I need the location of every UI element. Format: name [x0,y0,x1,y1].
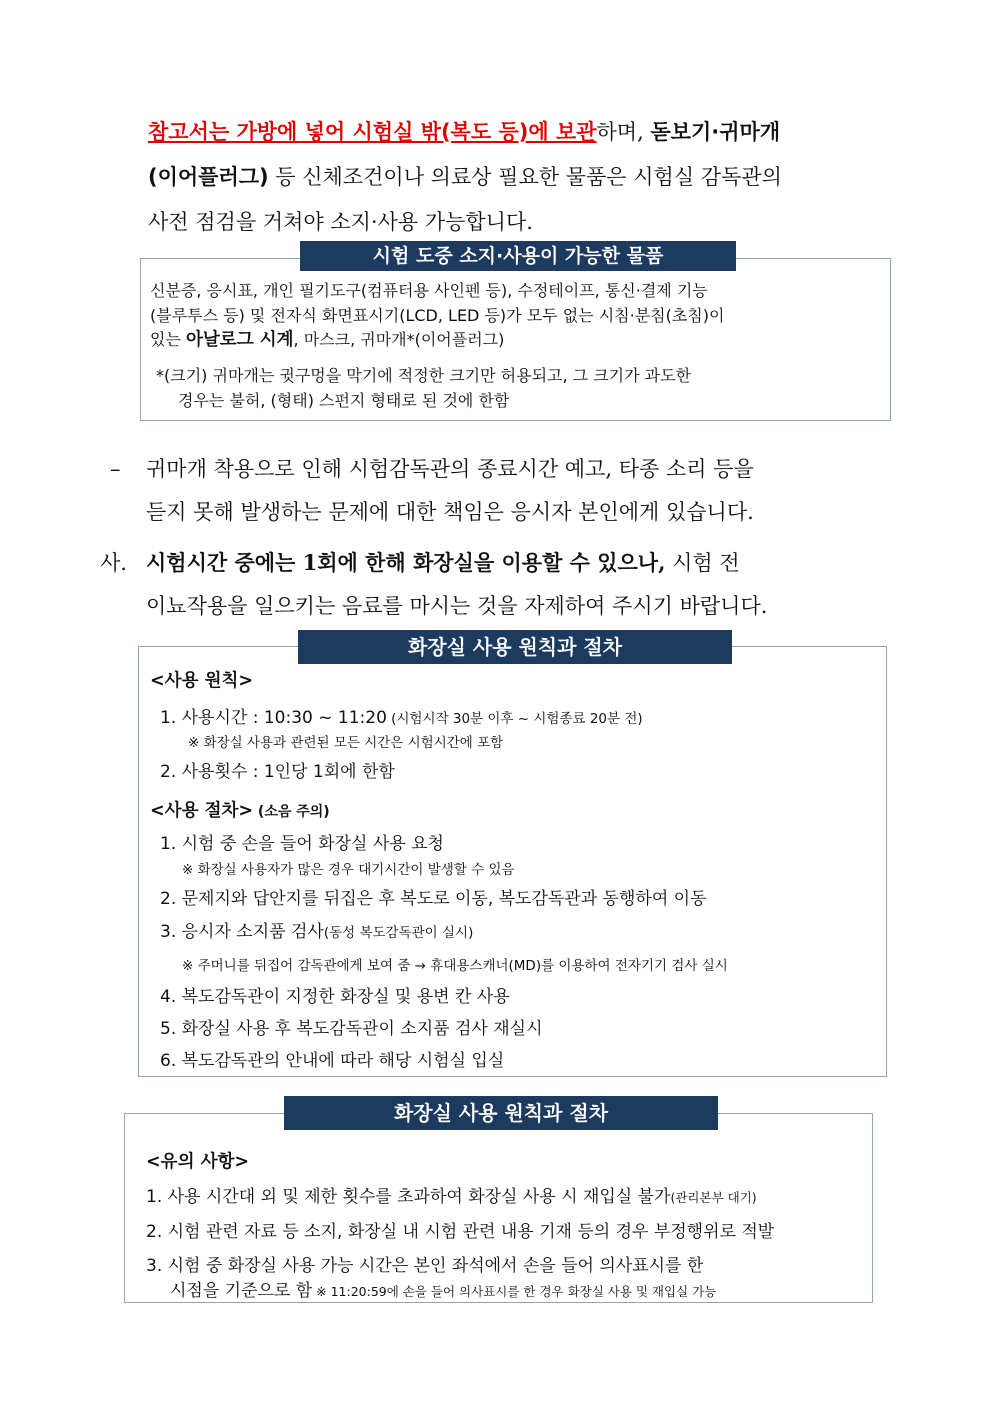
earplug-note [156,364,883,413]
dash-bullet: – [110,457,121,481]
procedure-step-1: 1. 시험 중 손을 들어 화장실 사용 요청 [160,834,444,854]
procedure-step-5: 5. 화장실 사용 후 복도감독관이 소지품 검사 재실시 [160,1019,543,1039]
caution-item-1-main: 1. 사용 시간대 외 및 제한 횟수를 초과하여 화장실 사용 시 재입실 불가 [146,1187,671,1207]
earplug-note-line-1: *(크기) 귀마개는 귓구멍을 막기에 적정한 크기만 허용되고, 그 크기가 과도한 [156,366,692,385]
intro-line-3: 사전 점검을 거쳐야 소지·사용 가능합니다. [148,210,533,234]
procedure-step-3-small: (동성 복도감독관이 실시) [323,925,474,941]
allowed-items-text-2: , 마스크, 귀마개*(이어플러그) [293,330,505,349]
caution-item-1-small: (관리본부 대기) [670,1190,757,1205]
procedure-step-3 [160,917,473,942]
restroom-text: 시험 전 [665,551,740,575]
caution-item-3-line-1: 3. 시험 중 화장실 사용 가능 시간은 본인 좌석에서 손을 들어 의사표시를 한 [146,1256,704,1276]
principle-item-1 [160,703,643,728]
earplug-responsibility [110,448,900,491]
intro-line2-bold: (이어플러그) [148,165,269,189]
principle-item-1-remark: ※ 화장실 사용과 관련된 모든 시간은 시험시간에 포함 [188,735,504,751]
allowed-items-header: 시험 도중 소지·사용이 가능한 물품 [300,241,736,271]
analog-clock-bold: 아날로그 시계 [186,330,294,350]
intro-paragraph [148,110,898,245]
principle-item-1-main: 1. 사용시간 : 10:30 ~ 11:20 [160,708,387,728]
intro-line2-text: 등 신체조건이나 의료상 필요한 물품은 시험실 감독관의 [268,165,782,189]
caution-item-1 [146,1182,757,1207]
procedure-title [150,797,330,822]
procedure-title-text: <사용 절차> [150,801,254,821]
restroom-paragraph [100,541,900,585]
allowed-items-body [150,279,883,353]
restroom-procedure-header: 화장실 사용 원칙과 절차 [298,630,732,664]
intro-red-text: 참고서는 가방에 넣어 시험실 밖(복도 등)에 보관 [148,120,597,144]
caution-item-3-note: ※ 11:20:59에 손을 들어 의사표시를 한 경우 화장실 사용 및 재입실 가능 [312,1284,717,1299]
allowed-items-line-2: (블루투스 등) 및 전자식 화면표시기(LCD, LED 등)가 모두 없는 시침·분침(초침)이 [150,305,725,325]
intro-line-2 [148,155,898,200]
principle-item-1-note: (시험시작 30분 이후 ~ 시험종료 20분 전) [386,711,643,727]
earplug-responsibility-line-1: 귀마개 착용으로 인해 시험감독관의 종료시간 예고, 타종 소리 등을 [146,457,754,481]
allowed-items-text: 있는 [150,330,186,349]
procedure-step-3-main: 3. 응시자 소지품 검사 [160,922,324,942]
procedure-title-note: (소음 주의) [253,804,330,820]
restroom-caution-header: 화장실 사용 원칙과 절차 [284,1096,718,1130]
earplug-responsibility-line-2: 듣지 못해 발생하는 문제에 대한 책임은 응시자 본인에게 있습니다. [146,500,754,524]
intro-line-1 [148,110,898,155]
sa-label: 사. [100,551,127,575]
caution-item-2: 2. 시험 관련 자료 등 소지, 화장실 내 시험 관련 내용 기재 등의 경우 부정행위로 적발 [146,1222,775,1242]
caution-title: <유의 사항> [146,1152,250,1172]
intro-text: 하며, [596,120,651,144]
earplug-note-line-2: 경우는 불허, (형태) 스펀지 형태로 된 것에 한함 [178,390,510,410]
principle-item-2: 2. 사용횟수 : 1인당 1회에 한함 [160,762,395,782]
procedure-step-2: 2. 문제지와 답안지를 뒤집은 후 복도로 이동, 복도감독관과 동행하여 이동 [160,889,707,909]
allowed-items-line-1: 신분증, 응시표, 개인 필기도구(컴퓨터용 사인펜 등), 수정테이프, 통신·결제 기능 [150,281,708,300]
restroom-bold: 시험시간 중에는 1회에 한해 화장실을 이용할 수 있으나, [146,550,666,575]
procedure-step-1-note: ※ 화장실 사용자가 많은 경우 대기시간이 발생할 수 있음 [182,862,515,878]
restroom-paragraph-line-2: 이뇨작용을 일으키는 음료를 마시는 것을 자제하여 주시기 바랍니다. [146,594,768,618]
procedure-step-3-note: ※ 주머니를 뒤집어 감독관에게 보여 줌 → 휴대용스캐너(MD)를 이용하여 전자기기 검사 실시 [182,958,728,974]
procedure-step-6: 6. 복도감독관의 안내에 따라 해당 시험실 입실 [160,1051,505,1071]
caution-item-3-line-2 [170,1276,716,1301]
allowed-items-line-3 [150,328,883,353]
principle-title: <사용 원칙> [150,671,254,691]
intro-bold-text: 돋보기·귀마개 [650,120,781,144]
procedure-step-4: 4. 복도감독관이 지정한 화장실 및 용변 칸 사용 [160,987,510,1007]
caution-item-3-main: 시점을 기준으로 함 [170,1281,313,1301]
